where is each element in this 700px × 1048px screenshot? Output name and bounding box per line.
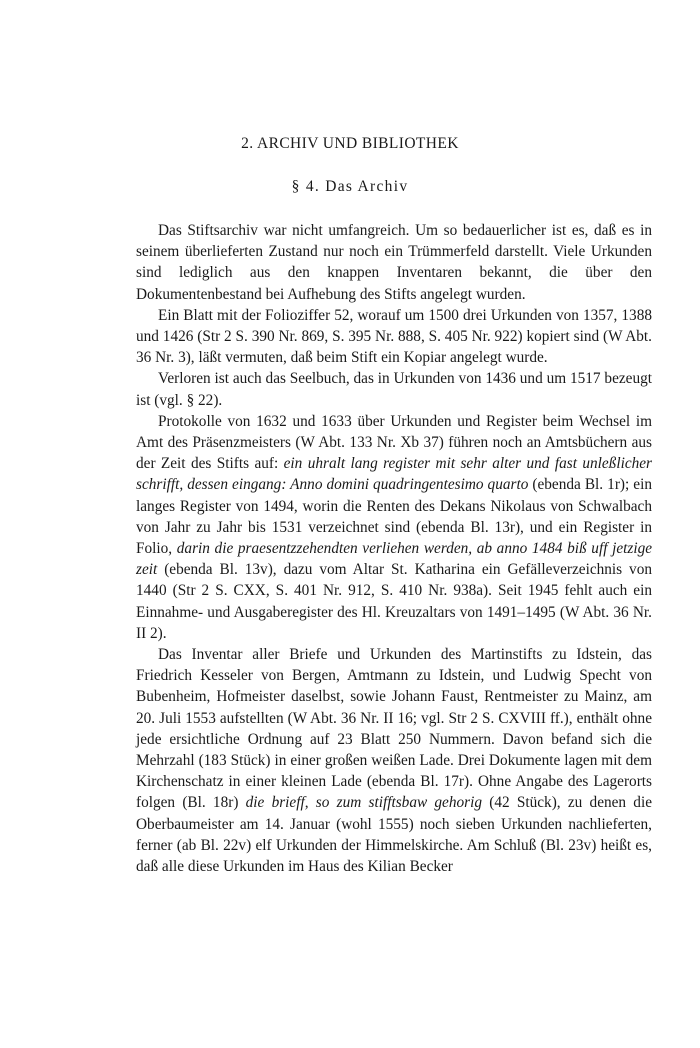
paragraph bbox=[136, 368, 652, 410]
text-run: (ebenda Bl. 1r); ein langes Register von 1494, worin die Renten des Dekans Nikolaus von Schwalbach von Jahr zu Jahr bis 1531 verzeichnet sind (ebenda Bl. 13r), und ein Register in Folio, bbox=[136, 476, 652, 558]
body-text bbox=[136, 220, 652, 877]
text-run: Ein Blatt mit der Folioziffer 52, worauf um 1500 drei Urkunden von 1357, 1388 und 1426 (Str 2 S. 390 Nr. 869, S. 395 Nr. 888, S. 405 Nr. 922) kopiert sind (W Abt. 36 Nr. 3), läßt vermuten, daß beim Stift ein Kopiar angelegt wurde. bbox=[136, 306, 652, 367]
text-run: Verloren ist auch das Seelbuch, das in Urkunden von 1436 und um 1517 bezeugt ist (vgl. § 22). bbox=[136, 370, 652, 409]
paragraph bbox=[136, 305, 652, 369]
text-run: (42 Stück), zu denen die Oberbaumeister am 14. Januar (wohl 1555) noch sieben Urkunden nachlieferten, ferner (ab Bl. 22v) elf Urkunden der Himmelskirche. Am Schluß (Bl. 23v) heißt es, daß alle diese Urkunden im Haus des Kilian Becker bbox=[136, 794, 652, 876]
italic-quote: ein uhralt lang register mit sehr alter und fast unleßlicher schrifft, dessen eingang: Anno domini quadringentesimo quarto bbox=[136, 455, 653, 494]
paragraph bbox=[136, 411, 652, 644]
text-run: Das Stiftsarchiv war nicht umfangreich. Um so bedauerlicher ist es, daß es in seinem überlieferten Zustand nur noch ein Trümmerfeld darstellt. Viele Urkunden sind lediglich aus den knappen Inventaren bekannt, die über den Dokumentenbestand bei Aufhebung des Stifts angelegt wurden. bbox=[136, 222, 652, 303]
section-heading: § 4. Das Archiv bbox=[291, 178, 409, 195]
text-run: Das Inventar aller Briefe und Urkunden des Martinstifts zu Idstein, das Friedrich Kesseler von Bergen, Amtmann zu Idstein, und Ludwig Specht von Bubenheim, Hofmeister daselbst, sowie Johann Faust, Rentmeister zu Mainz, am 20. Juli 1553 aufstellten (W Abt. 36 Nr. II 16; vgl. Str 2 S. CXVIII ff.), enthält ohne jede ersichtliche Ordnung auf 23 Blatt 250 Nummern. Davon befand sich die Mehrzahl (183 Stück) in einer großen weißen Lade. Drei Dokumente lagen mit dem Kirchenschatz in einer kleinen Lade (ebenda Bl. 17r). Ohne Angabe des Lagerorts folgen (Bl. 18r) bbox=[136, 646, 652, 812]
paragraph bbox=[136, 220, 652, 305]
paragraph bbox=[136, 644, 652, 877]
text-run: Protokolle von 1632 und 1633 über Urkunden und Register beim Wechsel im Amt des Präsenzmeisters (W Abt. 133 Nr. Xb 37) führen noch an Amtsbüchern aus der Zeit des Stifts auf: bbox=[136, 412, 652, 473]
chapter-heading: 2. ARCHIV UND BIBLIOTHEK bbox=[241, 135, 459, 152]
italic-quote: darin die praesentzzehendten verliehen werden, ab anno 1484 biß uff jetzige zeit bbox=[136, 540, 653, 579]
italic-quote: die brieff, so zum stifftsbaw gehorig bbox=[245, 794, 482, 812]
text-run: (ebenda Bl. 13v), dazu vom Altar St. Katharina ein Gefälleverzeichnis von 1440 (Str 2 S. CXX, S. 401 Nr. 912, S. 410 Nr. 938a). Seit 1945 fehlt auch ein Einnahme- und Ausgaberegister des Hl. Kreuzaltars von 1491–1495 (W Abt. 36 Nr. II 2). bbox=[136, 561, 652, 642]
